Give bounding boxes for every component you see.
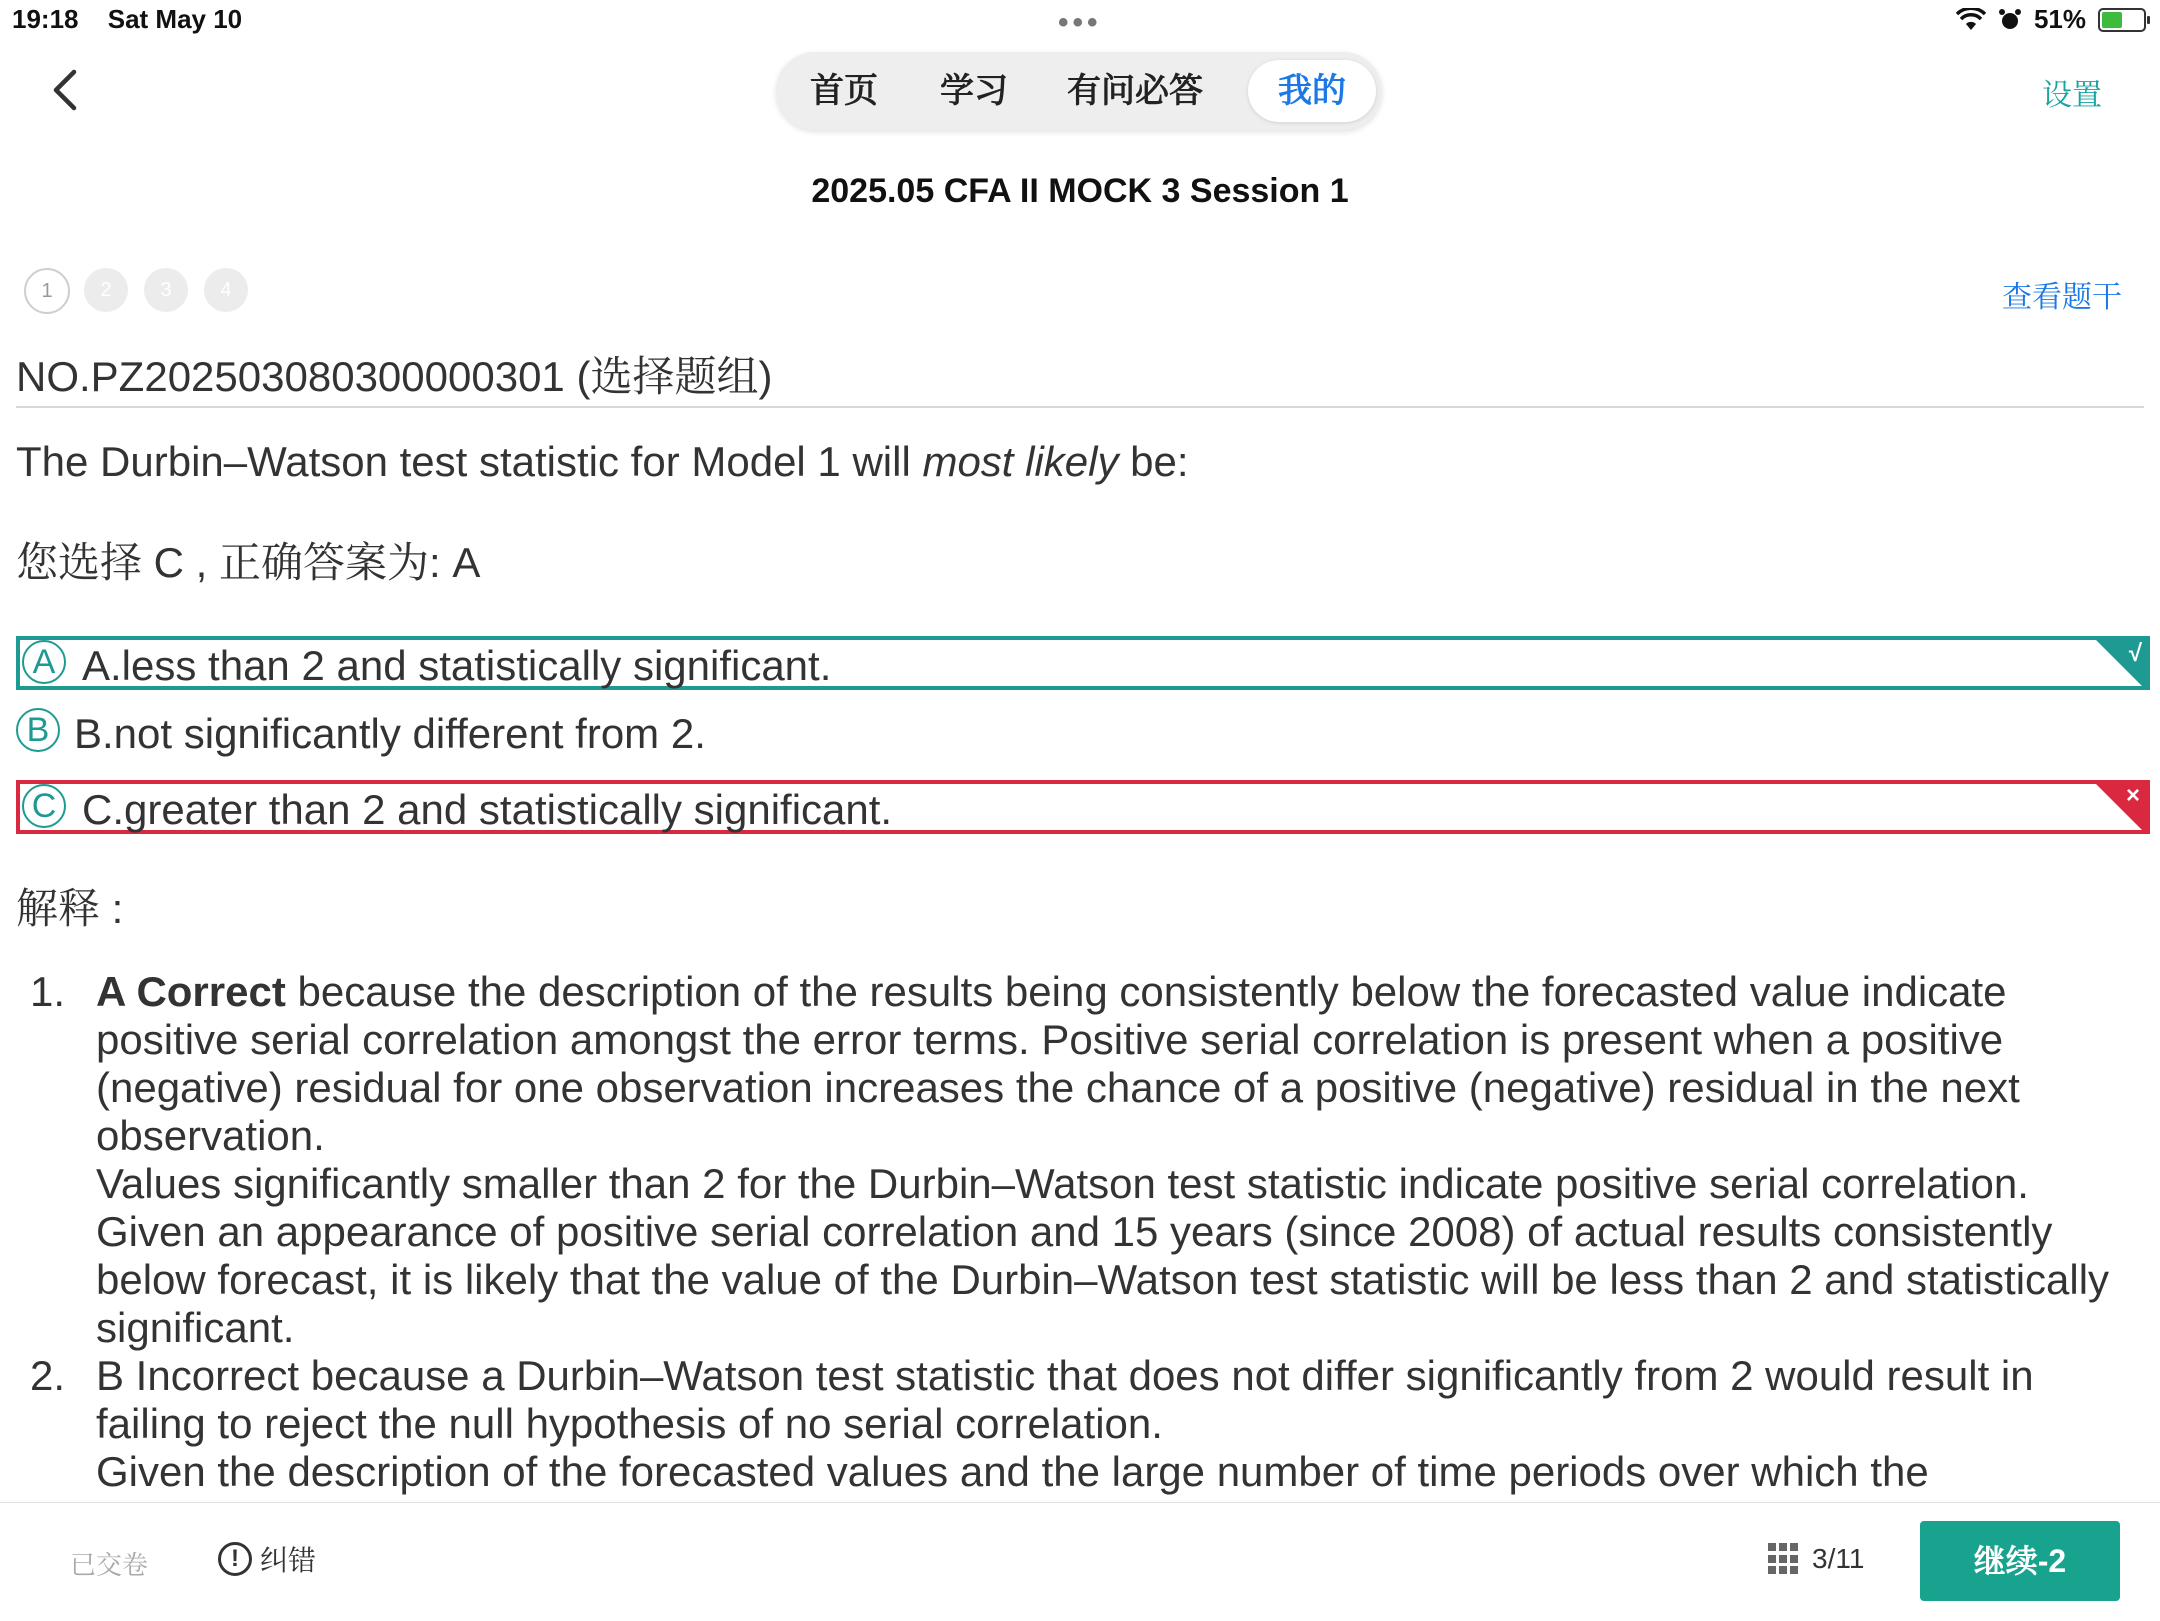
status-left xyxy=(12,4,264,35)
explanation-text: because the description of the results being consistently below the forecasted value indicate positive serial correlation amongst the error terms. Positive serial correlation is present when a positive (negative) residual for one observation increases the chance of a positive (negative) residual in the next observation. xyxy=(96,968,2020,1159)
bottom-bar xyxy=(0,1502,2160,1621)
option-text-b: B.not significantly different from 2. xyxy=(74,710,706,757)
question-dot-1[interactable]: 1 xyxy=(24,268,70,314)
multitask-dots[interactable]: ••• xyxy=(1058,6,1102,39)
continue-button[interactable]: 继续-2 xyxy=(1920,1521,2120,1601)
option-c[interactable] xyxy=(16,780,2150,834)
submitted-status: 已交卷 xyxy=(70,1550,149,1580)
settings-link[interactable]: 设置 xyxy=(2042,79,2102,112)
correct-corner xyxy=(2096,640,2146,690)
check-icon: √ xyxy=(2128,640,2142,667)
battery-icon xyxy=(2098,8,2146,32)
close-icon: × xyxy=(2125,782,2140,809)
question-text-emphasis: most likely xyxy=(922,438,1119,485)
option-text-c: C.greater than 2 and statistically significant. xyxy=(82,786,893,833)
status-bar xyxy=(0,0,2160,40)
wrong-corner xyxy=(2096,784,2146,834)
tab-study[interactable]: 学习 xyxy=(940,72,1008,110)
page-title: 2025.05 CFA II MOCK 3 Session 1 xyxy=(811,172,1349,210)
option-letter-c: C xyxy=(22,784,66,828)
explanation-item xyxy=(30,1352,2140,1496)
status-right xyxy=(1956,4,2146,35)
option-a[interactable] xyxy=(16,636,2150,690)
option-letter-a: A xyxy=(22,640,66,684)
question-id: NO.PZ2025030803000003​01 (选择题组) xyxy=(16,353,773,400)
tab-mine[interactable]: 我的 xyxy=(1248,60,1376,122)
status-time: 19:18 xyxy=(12,4,79,34)
report-error-button[interactable] xyxy=(218,1537,316,1581)
chevron-left-icon xyxy=(46,66,86,114)
exclamation-icon: ! xyxy=(218,1542,252,1576)
answer-summary: 您选择 C , 正确答案为: A xyxy=(16,539,481,586)
explanation-number: 1. xyxy=(30,968,66,1015)
explanation-label: 解释 : xyxy=(16,885,124,932)
option-b[interactable] xyxy=(16,708,2150,762)
option-text-a: A.less than 2 and statistically significant. xyxy=(82,642,832,689)
question-dot-3[interactable]: 3 xyxy=(144,268,188,312)
nav-tabs xyxy=(776,52,1382,130)
explanation-bold: A Correct xyxy=(96,968,286,1015)
explanation-list xyxy=(30,968,2140,1496)
question-progress: 3/11 xyxy=(1812,1543,1865,1574)
alarm-icon xyxy=(1998,8,2022,32)
status-date: Sat May 10 xyxy=(107,4,243,34)
tab-qa[interactable]: 有问必答 xyxy=(1067,72,1203,110)
back-button[interactable] xyxy=(46,66,86,114)
question-text-part: be: xyxy=(1118,438,1189,485)
explanation-text: Values significantly smaller than 2 for the Durbin–Watson test statistic indicate positive serial correlation. Given an appearance of positive serial correlation and 15 years (since 2008) of actual results consistently below forecast, it is likely that the value of the Durbin–Watson test statistic will be less than 2 and statistically significant. xyxy=(96,1160,2110,1351)
question-text-part: The Durbin–Watson test statistic for Model 1 will xyxy=(16,438,923,485)
grid-icon xyxy=(1768,1543,1800,1575)
report-error-label: 纠错 xyxy=(260,1545,317,1576)
explanation-text: B Incorrect because a Durbin–Watson test statistic that does not differ significantly from 2 would result in failing to reject the null hypothesis of no serial correlation. xyxy=(96,1352,2034,1447)
wifi-icon xyxy=(1956,8,1986,32)
option-letter-b: B xyxy=(16,708,60,752)
tab-home[interactable]: 首页 xyxy=(810,72,878,110)
view-stem-link[interactable]: 查看题干 xyxy=(2002,281,2122,314)
explanation-text: Given the description of the forecasted values and the large number of time periods over which the xyxy=(96,1448,1929,1495)
question-dot-2[interactable]: 2 xyxy=(84,268,128,312)
divider xyxy=(16,406,2144,408)
explanation-number: 2. xyxy=(30,1352,66,1399)
explanation-item xyxy=(30,968,2140,1352)
question-text xyxy=(16,438,1189,486)
question-grid-button[interactable] xyxy=(1768,1543,1864,1575)
battery-percent: 51% xyxy=(2033,4,2086,34)
question-dot-4[interactable]: 4 xyxy=(204,268,248,312)
